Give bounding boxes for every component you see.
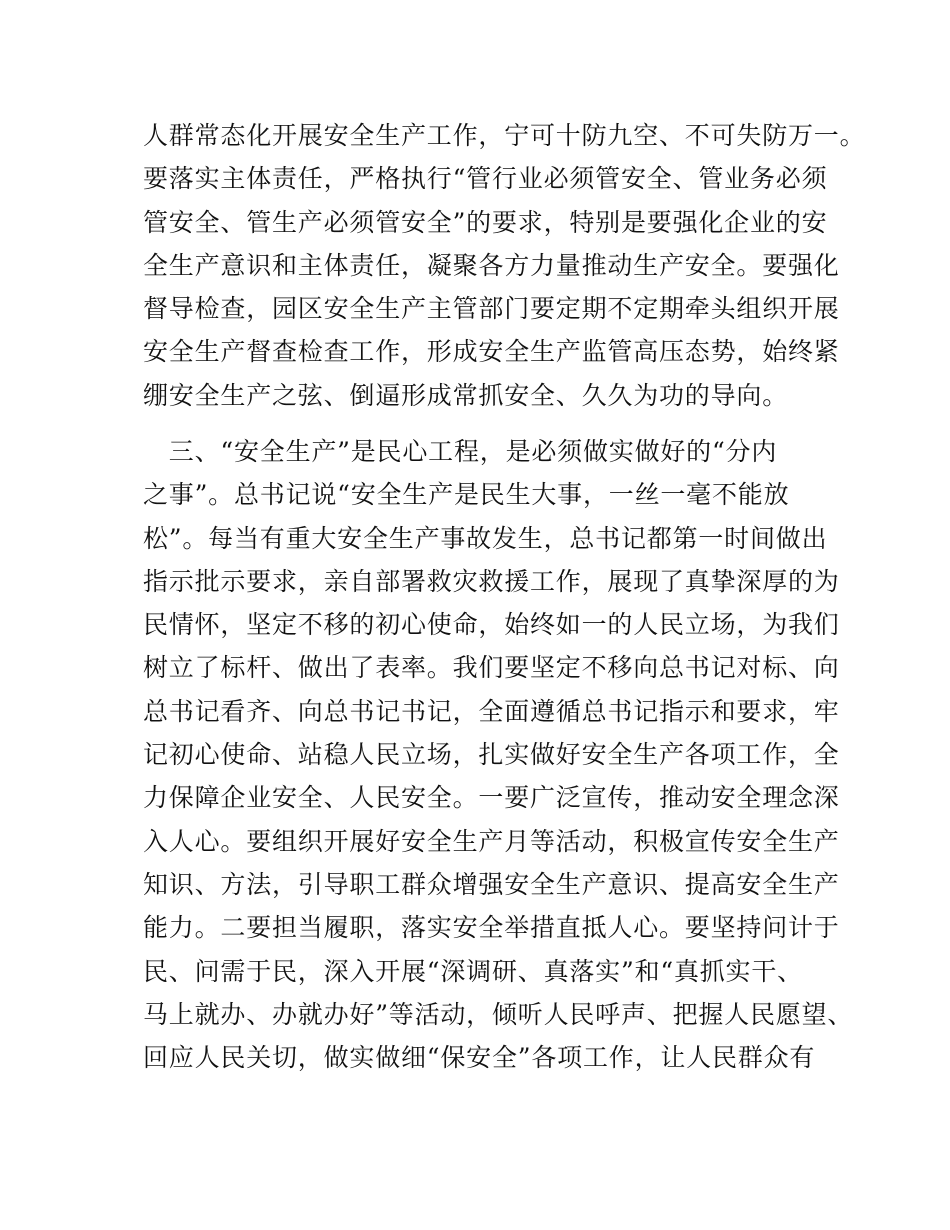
text-line: 督导检查，园区安全生产主管部门要定期不定期牵头组织开展 <box>143 294 840 324</box>
text-line: 记初心使命、站稳人民立场，扎实做好安全生产各项工作，全 <box>143 740 840 770</box>
text-line: 三、“安全生产”是民心工程，是必须做实做好的“分内 <box>143 437 778 466</box>
text-line: 指示批示要求，亲自部署救灾救援工作，展现了真挚深厚的为 <box>143 566 840 596</box>
text-line: 管安全、管生产必须管安全”的要求，特别是要强化企业的安 <box>143 207 828 237</box>
text-line: 民情怀，坚定不移的初心使命，始终如一的人民立场，为我们 <box>143 610 840 640</box>
paragraph-2 <box>143 430 854 1079</box>
text-line: 人群常态化开展安全生产工作，宁可十防九空、不可失防万一。 <box>143 121 866 150</box>
text-line: 树立了标杆、做出了表率。我们要坚定不移向总书记对标、向 <box>143 653 840 683</box>
text-line: 绷安全生产之弦、倒逼形成常抓安全、久久为功的导向。 <box>143 380 789 410</box>
text-line: 知识、方法，引导职工群众增强安全生产意识、提高安全生产 <box>143 869 840 899</box>
text-line: 入人心。要组织开展好安全生产月等活动，积极宣传安全生产 <box>143 826 840 856</box>
text-line: 总书记看齐、向总书记书记，全面遵循总书记指示和要求，牢 <box>143 696 840 726</box>
text-line: 松”。每当有重大安全生产事故发生，总书记都第一时间做出 <box>143 523 828 553</box>
text-line: 回应人民关切，做实做细“保安全”各项工作，让人民群众有 <box>143 1043 816 1073</box>
text-line: 之事”。总书记说“安全生产是民生大事，一丝一毫不能放 <box>143 480 790 510</box>
text-line: 安全生产督查检查工作，形成安全生产监管高压态势，始终紧 <box>143 337 840 367</box>
paragraph-1 <box>143 114 866 417</box>
text-line: 能力。二要担当履职，落实安全举措直抵人心。要坚持问计于 <box>143 913 840 943</box>
text-line: 民、问需于民，深入开展“深调研、真落实”和“真抓实干、 <box>143 956 803 986</box>
text-line: 全生产意识和主体责任，凝聚各方力量推动生产安全。要强化 <box>143 250 840 280</box>
text-line: 力保障企业安全、人民安全。一要广泛宣传，推动安全理念深 <box>143 783 840 813</box>
text-line: 要落实主体责任，严格执行“管行业必须管安全、管业务必须 <box>143 164 828 194</box>
text-line: 马上就办、办就办好”等活动，倾听人民呼声、把握人民愿望、 <box>143 999 854 1029</box>
